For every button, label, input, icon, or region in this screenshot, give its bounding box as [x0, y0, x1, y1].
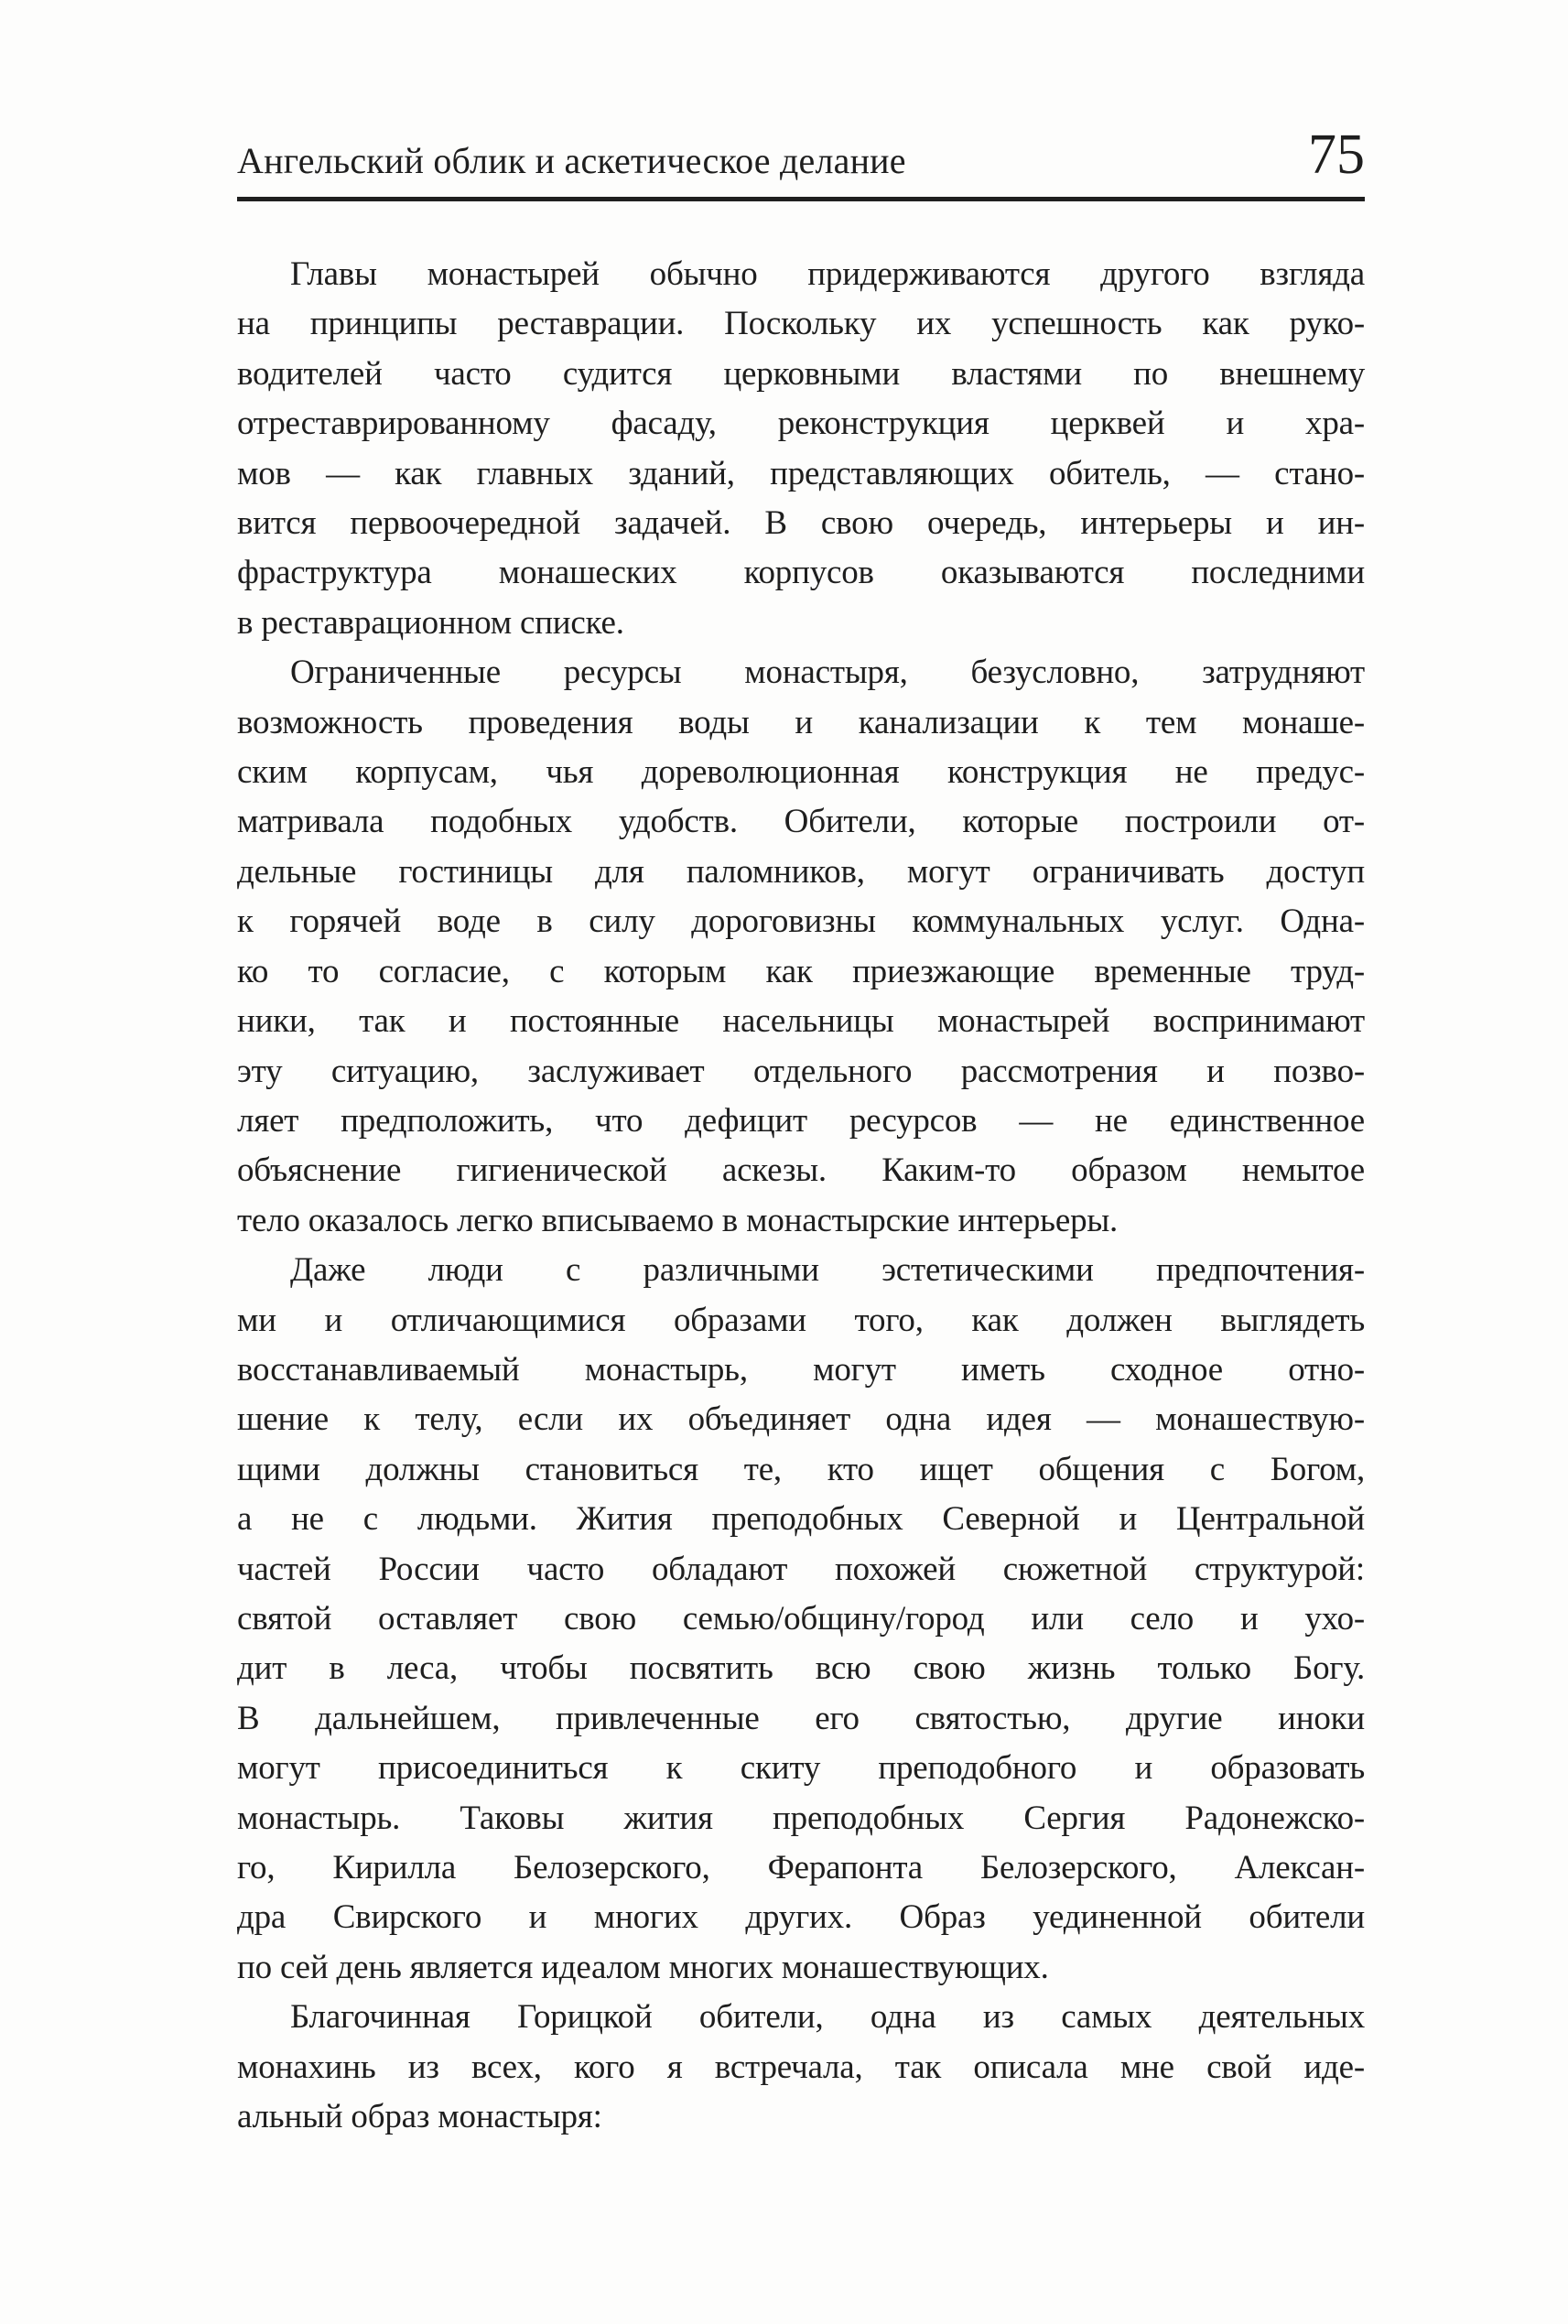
- text-line: В дальнейшем, привлеченные его святостью, другие иноки: [237, 1699, 1365, 1737]
- text-line: отреставрированному фасаду, реконструкция церквей и хра-: [237, 405, 1365, 443]
- text-line: альный образ монастыря:: [237, 2098, 602, 2136]
- paragraph: [237, 1993, 1365, 2142]
- text-line: монастырь. Таковы жития преподобных Сергия Радонежско-: [237, 1799, 1365, 1837]
- text-line: Ограниченные ресурсы монастыря, безусловно, затрудняют: [290, 654, 1365, 692]
- paragraph: [237, 648, 1365, 1246]
- text-line: восстанавливаемый монастырь, могут иметь сходное отно-: [237, 1350, 1365, 1389]
- page-header: [237, 124, 1365, 186]
- text-line: Даже люди с различными эстетическими предпочтения-: [290, 1251, 1365, 1290]
- text-line: в реставрационном списке.: [237, 603, 624, 642]
- text-line: могут присоединиться к скиту преподобного и образовать: [237, 1749, 1365, 1788]
- text-line: к горячей воде в силу дороговизны коммунальных услуг. Одна-: [237, 903, 1365, 941]
- text-line: Благочинная Горицкой обители, одна из самых деятельных: [290, 1998, 1365, 2037]
- text-line: вится первоочередной задачей. В свою очередь, интерьеры и ин-: [237, 504, 1365, 543]
- text-line: щими должны становиться те, кто ищет общения с Богом,: [237, 1450, 1365, 1488]
- text-line: ники, так и постоянные насельницы монастырей воспринимают: [237, 1002, 1365, 1041]
- text-line: ко то согласие, с которым как приезжающие временные труд-: [237, 952, 1365, 990]
- text-line: ским корпусам, чья дореволюционная конструкция не предус-: [237, 753, 1365, 792]
- body-text: [237, 250, 1365, 2142]
- text-line: дельные гостиницы для паломников, могут ограничивать доступ: [237, 852, 1365, 891]
- running-title: Ангельский облик и аскетическое делание: [237, 140, 906, 181]
- text-line: объяснение гигиенической аскезы. Каким-то образом немытое: [237, 1151, 1365, 1190]
- text-line: фраструктура монашеских корпусов оказываются последними: [237, 554, 1365, 592]
- text-line: матривала подобных удобств. Обители, которые построили от-: [237, 803, 1365, 841]
- text-line: возможность проведения воды и канализации к тем монаше-: [237, 703, 1365, 741]
- text-line: Главы монастырей обычно придерживаются другого взгляда: [290, 255, 1365, 293]
- text-line: тело оказалось легко вписываемо в монастырские интерьеры.: [237, 1201, 1119, 1239]
- header-rule: [237, 197, 1365, 201]
- text-line: святой оставляет свою семью/общину/город или село и ухо-: [237, 1599, 1365, 1638]
- paragraph: [237, 1246, 1365, 1993]
- text-line: дит в леса, чтобы посвятить всю свою жизнь только Богу.: [237, 1649, 1365, 1688]
- text-line: частей России часто обладают похожей сюжетной структурой:: [237, 1550, 1365, 1588]
- text-line: эту ситуацию, заслуживает отдельного рассмотрения и позво-: [237, 1052, 1365, 1090]
- text-line: на принципы реставрации. Поскольку их успешность как руко-: [237, 305, 1365, 343]
- text-line: а не с людьми. Жития преподобных Северной и Центральной: [237, 1500, 1365, 1539]
- text-line: шение к телу, если их объединяет одна идея — монашествую-: [237, 1400, 1365, 1439]
- paragraph: [237, 250, 1365, 648]
- text-line: го, Кирилла Белозерского, Ферапонта Белозерского, Алексан-: [237, 1849, 1365, 1886]
- text-line: водителей часто судится церковными властями по внешнему: [237, 354, 1365, 393]
- text-line: ми и отличающимися образами того, как должен выглядеть: [237, 1301, 1365, 1339]
- text-line: ляет предположить, что дефицит ресурсов — не единственное: [237, 1101, 1365, 1140]
- text-line: по сей день является идеалом многих монашествующих.: [237, 1948, 1049, 1986]
- text-line: мов — как главных зданий, представляющих обитель, — стано-: [237, 454, 1365, 492]
- page-number: 75: [1308, 124, 1365, 186]
- text-line: дра Свирского и многих других. Образ уединенной обители: [237, 1898, 1365, 1937]
- text-line: монахинь из всех, кого я встречала, так описала мне свой иде-: [237, 2048, 1365, 2086]
